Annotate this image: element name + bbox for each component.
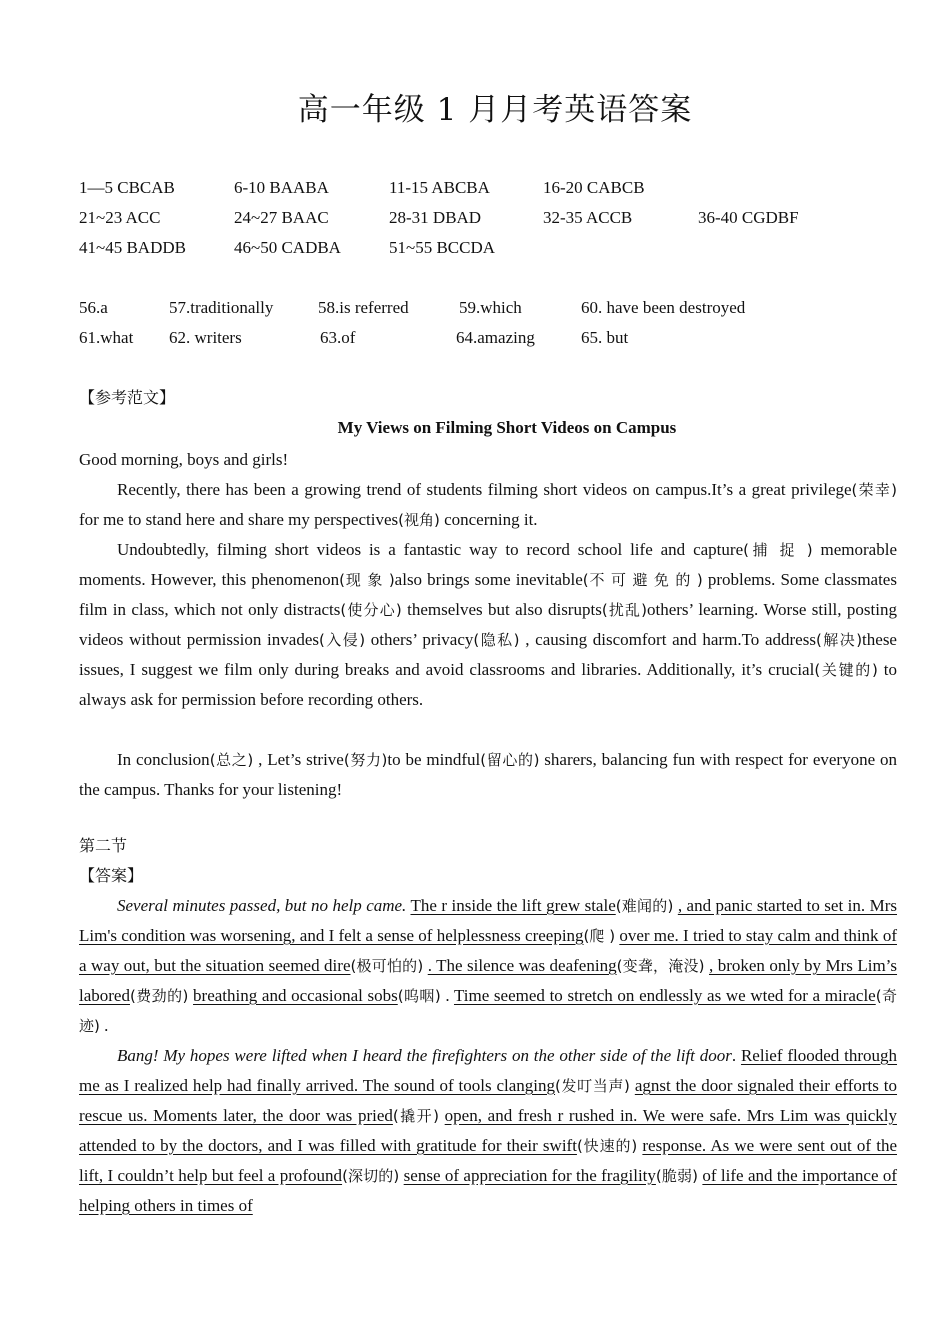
text-run: , Let’s strive <box>253 750 344 769</box>
answer-cell: 41~45 BADDB <box>79 238 186 257</box>
text-run: In conclusion <box>117 750 210 769</box>
text-run: . <box>99 1016 109 1035</box>
answer-cell: 16-20 CABCB <box>543 178 645 197</box>
chinese-gloss: (努力) <box>343 751 388 769</box>
grammar-answer: 58.is referred <box>318 298 409 317</box>
underlined-text: response. As we were sent out of the lift, I couldn’t help but feel a profound <box>79 1136 897 1185</box>
grammar-answer: 65. but <box>581 328 629 347</box>
essay-greeting: Good morning, boys and girls! <box>79 450 289 469</box>
text-run: Several minutes passed, but no help came. <box>117 896 407 915</box>
underlined-text: breathing and occasional sobs <box>193 986 398 1005</box>
text-run: also brings some inevitable <box>394 570 583 589</box>
text-run: sharers, balancing fun with respect for everyone on the campus. Thanks for your listening! <box>79 750 897 799</box>
continuation-paragraph-2 <box>79 1041 897 1221</box>
text-run: , causing discomfort and harm.To address <box>519 630 816 649</box>
sample-essay-label: 【参考范文】 <box>79 388 176 407</box>
underlined-text: Relief flooded through me as I realized help had finally arrived. The sound of tools clanging <box>79 1046 898 1095</box>
text-run: these issues, I suggest we film only during breaks and avoid classrooms and libraries. Additionally, it’s crucial <box>79 630 897 679</box>
text-run: . <box>731 1046 741 1065</box>
text-run: others’ learning. Worse still, posting videos without permission invades <box>79 600 897 649</box>
grammar-answer: 63.of <box>320 328 356 347</box>
answer-cell: 46~50 CADBA <box>234 238 341 257</box>
chinese-gloss: (极可怕的) <box>350 957 424 975</box>
grammar-answer: 56.a <box>79 298 108 317</box>
text-run: to always ask for permission before recording others. <box>79 660 897 709</box>
answer-cell: 6-10 BAABA <box>234 178 329 197</box>
text-run: concerning it. <box>439 510 538 529</box>
underlined-text: agnst the door signaled their efforts to rescue us. Moments later, the door was pried <box>79 1076 898 1125</box>
chinese-gloss: (奇迹) <box>79 987 897 1035</box>
underlined-text: Time seemed to stretch on endlessly as we wted for a miracle <box>453 986 876 1005</box>
chinese-gloss: (脆弱) <box>655 1167 698 1185</box>
chinese-gloss: (难闻的) <box>615 897 674 915</box>
chinese-gloss: (不 可 避 免 的 ) <box>582 571 703 589</box>
chinese-gloss: (变聋，淹没) <box>616 957 705 975</box>
grammar-answer: 61.what <box>79 328 134 347</box>
chinese-gloss: (使分心) <box>340 601 402 619</box>
chinese-gloss: (入侵) <box>318 631 366 649</box>
underlined-text: of life and the importance of helping others in times of <box>79 1166 898 1215</box>
text-run: Undoubtedly, filming short videos is a fantastic way to record school life and capture <box>117 540 744 559</box>
answer-cell: 51~55 BCCDA <box>389 238 496 257</box>
answer-row-2 <box>79 208 879 230</box>
answer-row-1 <box>79 178 879 200</box>
answer-cell: 28-31 DBAD <box>389 208 482 227</box>
section-2-label: 第二节 <box>79 836 128 855</box>
underlined-text: sense of appreciation for the fragility <box>403 1166 656 1185</box>
chinese-gloss: (扰乱) <box>601 601 647 619</box>
text-run: for me to stand here and share my perspectives <box>79 510 399 529</box>
chinese-gloss: (发叮当声) <box>555 1077 630 1095</box>
chinese-gloss: (现 象 ) <box>339 571 395 589</box>
answer-label: 【答案】 <box>79 866 144 885</box>
chinese-gloss: (总之) <box>209 751 254 769</box>
grammar-answer: 59.which <box>459 298 522 317</box>
chinese-gloss: (费劲的) <box>129 987 189 1005</box>
chinese-gloss: (视角) <box>398 511 440 529</box>
chinese-gloss: (撬开) <box>392 1107 439 1125</box>
page-title: 高一年级 1 月月考英语答案 <box>297 92 693 128</box>
answer-cell: 24~27 BAAC <box>234 208 329 227</box>
chinese-gloss: (深切的) <box>342 1167 400 1185</box>
chinese-gloss: (捕 捉 ) <box>743 541 813 559</box>
chinese-gloss: (荣幸) <box>851 481 897 499</box>
continuation-paragraph-1 <box>79 891 897 1041</box>
grammar-answer: 57.traditionally <box>169 298 274 317</box>
essay-paragraph-1 <box>79 475 897 535</box>
text-run: . <box>440 986 454 1005</box>
answer-cell: 1—5 CBCAB <box>79 178 175 197</box>
essay-paragraph-3 <box>79 745 897 805</box>
text-run: memorable moments. However, this phenomenon <box>79 540 897 589</box>
underlined-text: The r inside the lift grew stale <box>410 896 616 915</box>
chinese-gloss: (快速的) <box>576 1137 638 1155</box>
chinese-gloss: (关键的) <box>814 661 878 679</box>
grammar-answer: 60. have been destroyed <box>581 298 746 317</box>
text-run: Bang! My hopes were lifted when I heard the firefighters on the other side of the lift door <box>117 1046 732 1065</box>
grammar-answer: 64.amazing <box>456 328 535 347</box>
answer-cell: 11-15 ABCBA <box>389 178 490 197</box>
text-run: others’ privacy <box>365 630 474 649</box>
underlined-text: open, and fresh r rushed in. We were safe. Mrs Lim was quickly attended to by the doctors, and I was filled with gratitude for their swift <box>79 1106 897 1155</box>
underlined-text: . The silence was deafening <box>427 956 617 975</box>
underlined-text: over me. I tried to stay calm and think of a way out, but the situation seemed dire <box>79 926 897 975</box>
chinese-gloss: (隐私) <box>473 631 520 649</box>
answer-row-3 <box>79 238 879 260</box>
text-run: problems. Some classmates film in class, which not only distracts <box>79 570 897 619</box>
grammar-row-2 <box>79 328 879 350</box>
grammar-answer: 62. writers <box>169 328 242 347</box>
underlined-text: , broken only by Mrs Lim’s labored <box>79 956 898 1005</box>
chinese-gloss: (留心的) <box>480 751 540 769</box>
text-run: themselves but also disrupts <box>401 600 602 619</box>
essay-heading: My Views on Filming Short Videos on Campus <box>337 418 677 437</box>
answer-cell: 32-35 ACCB <box>543 208 633 227</box>
chinese-gloss: (爬 ) <box>583 927 616 945</box>
chinese-gloss: (呜咽) <box>397 987 441 1005</box>
answer-cell: 36-40 CGDBF <box>698 208 799 227</box>
text-run: Recently, there has been a growing trend of students filming short videos on campus.It’s a great privilege <box>117 480 852 499</box>
essay-paragraph-2 <box>79 535 897 715</box>
answer-cell: 21~23 ACC <box>79 208 161 227</box>
grammar-row-1 <box>79 298 879 320</box>
chinese-gloss: (解决) <box>815 631 863 649</box>
underlined-text: , and panic started to set in. Mrs Lim's condition was worsening, and I felt a sense of helplessness creeping <box>79 896 897 945</box>
text-run: to be mindful <box>387 750 481 769</box>
